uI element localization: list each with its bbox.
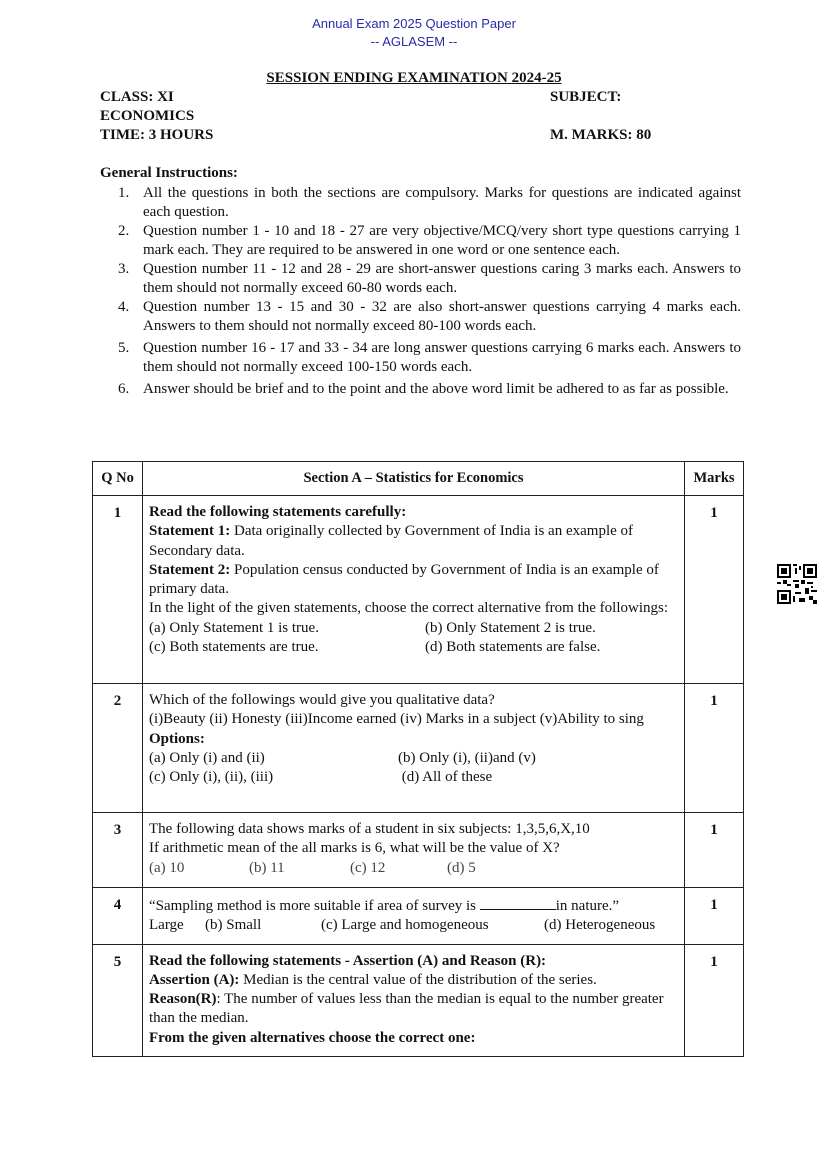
item-text: Question number 1 - 10 and 18 - 27 are very objective/MCQ/very short type questions carrying 1 mark each. They are required to be answered in one word or one sentence each.	[143, 223, 741, 258]
text-before-blank: “Sampling method is more suitable if area of survey is	[149, 898, 480, 914]
subject-label: SUBJECT:	[550, 89, 622, 105]
item-text: Question number 16 - 17 and 33 - 34 are long answer questions carrying 6 marks each. Answers to them should not normally exceed 100-150 words each.	[143, 340, 741, 375]
question-marks: 1	[685, 888, 744, 945]
item-number: 3.	[118, 261, 130, 277]
option: (a) Only Statement 1 is true.	[149, 619, 319, 636]
option: (c) Both statements are true.	[149, 639, 319, 656]
table-row	[93, 944, 744, 1056]
reason	[149, 990, 678, 1029]
question-lead: Read the following statements - Assertion (A) and Reason (R):	[149, 952, 547, 969]
option: (c) Large and homogeneous	[321, 917, 489, 934]
options-label: Options:	[149, 730, 205, 747]
options	[149, 859, 678, 878]
question-content	[143, 944, 685, 1056]
item-number: 1.	[118, 185, 130, 201]
item-text: All the questions in both the sections are compulsory. Marks for questions are indicated against each question.	[143, 185, 741, 220]
question-content	[143, 496, 685, 684]
question-content	[143, 684, 685, 813]
answer-blank	[480, 895, 556, 910]
assertion	[149, 971, 678, 990]
question-prompt: In the light of the given statements, choose the correct alternative from the followings:	[149, 600, 669, 617]
table-row	[93, 813, 744, 888]
item-number: 5.	[118, 340, 130, 356]
question-marks: 1	[685, 684, 744, 813]
statement-text: Population census conducted by Government of India is an example of primary data.	[149, 561, 659, 598]
assertion-text: Median is the central value of the distribution of the series.	[239, 971, 597, 988]
question-number: 1	[93, 496, 143, 684]
header-marks: Marks	[685, 462, 744, 496]
questions-table	[92, 461, 744, 1057]
question-content	[143, 888, 685, 945]
table-row	[93, 496, 744, 684]
time-label: TIME: 3 HOURS	[100, 127, 214, 143]
question-number: 4	[93, 888, 143, 945]
option: (b) Only (i), (ii)and (v)	[398, 749, 536, 766]
question-marks: 1	[685, 944, 744, 1056]
option: (a) Only (i) and (ii)	[149, 749, 265, 766]
option: (d) Heterogeneous	[544, 917, 656, 934]
option: (c) Only (i), (ii), (iii)	[149, 769, 274, 786]
statement-text: Data originally collected by Government of India is an example of Secondary data.	[149, 523, 634, 559]
instruction-item	[100, 260, 741, 298]
question-number: 2	[93, 684, 143, 813]
reason-text: : The number of values less than the median is equal to the number greater than the median.	[149, 991, 664, 1027]
instruction-item	[100, 380, 741, 399]
table-row	[93, 684, 744, 813]
class-label: CLASS: XI	[100, 89, 174, 105]
question-closing: From the given alternatives choose the correct one:	[149, 1029, 476, 1046]
table-header-row	[93, 462, 744, 496]
question-number: 5	[93, 944, 143, 1056]
header-section: Section A – Statistics for Economics	[143, 462, 685, 496]
options	[149, 619, 678, 658]
statement-label: Statement 1:	[149, 523, 231, 540]
statement-label: Statement 2:	[149, 561, 231, 578]
item-text: Question number 13 - 15 and 30 - 32 are also short-answer questions carrying 4 marks each. Answers to them should not normally exceed 80-100 words each.	[143, 299, 741, 334]
option: (c) 12	[350, 859, 386, 876]
question-text: Which of the followings would give you qualitative data?	[149, 692, 495, 708]
option: (b) Only Statement 2 is true.	[425, 619, 596, 636]
instructions-list	[100, 184, 741, 399]
option: (a) 10	[149, 859, 185, 876]
max-marks-label: M. MARKS: 80	[550, 127, 652, 143]
option: (b) 11	[249, 859, 285, 876]
watermark-title: Annual Exam 2025 Question Paper	[312, 16, 516, 31]
question-lead: Read the following statements carefully:	[149, 504, 407, 520]
question-marks: 1	[685, 496, 744, 684]
question-text	[149, 895, 678, 916]
instruction-item	[100, 298, 741, 336]
text-after-blank: in nature.”	[555, 898, 620, 914]
instruction-item	[100, 222, 741, 260]
question-content	[143, 813, 685, 888]
item-text: Question number 11 - 12 and 28 - 29 are short-answer questions caring 3 marks each. Answers to them should not normally exceed 60-80 words each.	[143, 261, 741, 296]
question-items: (i)Beauty (ii) Honesty (iii)Income earned (iv) Marks in a subject (v)Ability to sing	[149, 711, 644, 728]
item-number: 4.	[118, 299, 130, 315]
option: (d) 5	[447, 859, 476, 876]
statement-2	[149, 561, 678, 600]
option: (b) Small	[205, 917, 262, 934]
assertion-label: Assertion (A):	[149, 971, 240, 988]
item-number: 2.	[118, 223, 130, 239]
option: (d) Both statements are false.	[425, 639, 601, 656]
instruction-item	[100, 184, 741, 222]
option: Large	[149, 917, 184, 934]
option: (d) All of these	[398, 769, 493, 786]
table-row	[93, 888, 744, 945]
reason-label: Reason(R)	[149, 991, 217, 1008]
subject-value: ECONOMICS	[100, 108, 195, 124]
watermark-source: -- AGLASEM --	[370, 34, 458, 49]
item-number: 6.	[118, 381, 130, 397]
question-number: 3	[93, 813, 143, 888]
statement-1	[149, 522, 678, 561]
exam-title: SESSION ENDING EXAMINATION 2024-25	[266, 70, 562, 86]
options	[149, 749, 678, 788]
instruction-item	[100, 339, 741, 377]
instructions-heading: General Instructions:	[100, 165, 238, 181]
question-marks: 1	[685, 813, 744, 888]
question-text: If arithmetic mean of the all marks is 6, what will be the value of X?	[149, 840, 560, 857]
options	[149, 916, 678, 935]
question-text: The following data shows marks of a student in six subjects: 1,3,5,6,X,10	[149, 821, 590, 837]
header-qno: Q No	[93, 462, 143, 496]
qr-code-icon	[777, 564, 817, 604]
item-text: Answer should be brief and to the point and the above word limit be adhered to as far as possible.	[143, 381, 729, 397]
